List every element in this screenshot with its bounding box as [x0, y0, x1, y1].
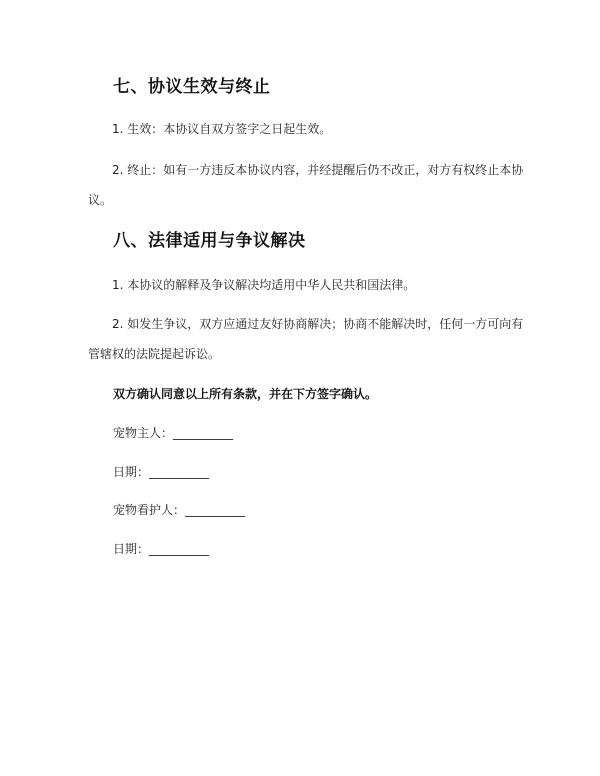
- section-8-heading: 八、法律适用与争议解决: [113, 231, 306, 251]
- owner-signature-line: 宠物主人：__________: [113, 426, 234, 440]
- section-8-item-1-text: 1. 本协议的解释及争议解决均适用中华人民共和国法律。: [112, 278, 416, 292]
- caretaker-signature-line: 宠物看护人：__________: [113, 503, 246, 517]
- section-7-item-2: [88, 155, 528, 215]
- section-7-heading: 七、协议生效与终止: [113, 77, 271, 97]
- section-7-item-1: [88, 114, 528, 144]
- section-8-item-1: [88, 270, 528, 300]
- section-7-item-1-text: 1. 生效：本协议自双方签字之日起生效。: [112, 122, 332, 136]
- confirmation-statement: 双方确认同意以上所有条款，并在下方签字确认。: [113, 387, 378, 401]
- section-8-item-2-text: 2. 如发生争议，双方应通过友好协商解决；协商不能解决时，任何一方可向有管辖权的法院提起诉讼。: [88, 317, 524, 361]
- section-8-item-2: [88, 309, 528, 369]
- caretaker-date-line: 日期：__________: [113, 542, 210, 556]
- owner-date-line: 日期：__________: [113, 465, 210, 479]
- section-7-item-2-text: 2. 终止：如有一方违反本协议内容，并经提醒后仍不改正，对方有权终止本协议。: [88, 163, 524, 207]
